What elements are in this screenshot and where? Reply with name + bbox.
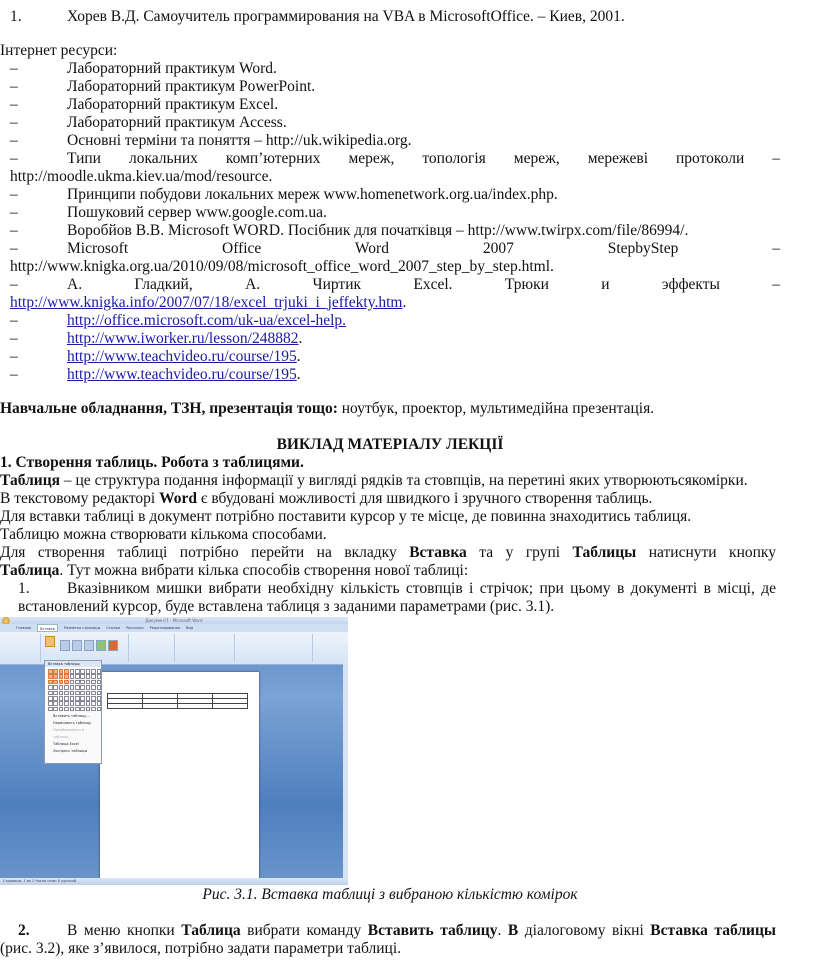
dash-bullet: –	[10, 60, 18, 77]
menu-header: Вставка таблицы	[45, 661, 101, 667]
resource-link[interactable]: http://www.teachvideo.ru/course/195	[67, 366, 297, 383]
item-text: Хорев В.Д. Самоучитель программирования на VBA в MicrosoftOffice. – Киев, 2001.	[67, 8, 625, 25]
grid-cell[interactable]	[70, 696, 75, 701]
ribbon-group	[312, 634, 348, 662]
grid-cell[interactable]	[97, 707, 102, 712]
grid-cell[interactable]	[86, 696, 91, 701]
text: В меню кнопки	[67, 922, 182, 939]
grid-cell[interactable]	[64, 696, 69, 701]
text: В текстовому редакторі	[0, 490, 160, 507]
grid-cell[interactable]	[48, 691, 53, 696]
text: та у групі	[466, 544, 573, 561]
grid-cell[interactable]	[53, 685, 58, 690]
equipment-text: ноутбук, проектор, мультимедійна презентація.	[337, 400, 655, 417]
grid-cell[interactable]	[70, 680, 75, 685]
grid-cell[interactable]	[97, 685, 102, 690]
menu-item[interactable]: Преобразовать в таблицу...	[53, 728, 85, 740]
step-1-cont: встановлений курсор, буде вставлена таблиця з заданими параметрами (рис. 3.1).	[18, 598, 555, 615]
resource-text: Лабораторний практикум Excel.	[67, 96, 279, 113]
status-bar: Страница: 1 из 1 Число слов: 0 русский	[0, 878, 348, 885]
grid-cell[interactable]	[80, 685, 85, 690]
grid-cell[interactable]	[53, 669, 58, 674]
ribbon-tab[interactable]: Рассылки	[126, 626, 144, 630]
grid-cell[interactable]	[59, 685, 64, 690]
ribbon-tab[interactable]: Разметка страницы	[63, 626, 101, 630]
grid-cell[interactable]	[53, 696, 58, 701]
grid-cell[interactable]	[80, 674, 85, 679]
paragraph-create-cont	[0, 562, 790, 580]
resource-link-line[interactable]	[67, 330, 790, 348]
grid-cell[interactable]	[48, 680, 53, 685]
dash-bullet: –	[10, 312, 18, 329]
grid-cell[interactable]	[75, 691, 80, 696]
grid-cell[interactable]	[75, 674, 80, 679]
step-number: 2.	[18, 922, 30, 939]
text: вибрати команду	[240, 922, 368, 939]
grid-cell[interactable]	[64, 691, 69, 696]
text: Для створення таблиці потрібно перейти на вкладку	[0, 544, 410, 561]
term: Таблица	[0, 562, 60, 579]
grid-cell[interactable]	[91, 669, 96, 674]
grid-cell[interactable]	[86, 685, 91, 690]
section-heading: 1. Створення таблиць. Робота з таблицями.	[0, 454, 304, 471]
text: діалоговому вікні	[518, 922, 651, 939]
grid-cell[interactable]	[75, 701, 80, 706]
ribbon-group	[174, 634, 235, 662]
grid-cell[interactable]	[86, 669, 91, 674]
grid-cell[interactable]	[75, 669, 80, 674]
resource-link[interactable]: http://www.iworker.ru/lesson/248882	[67, 330, 299, 347]
ribbon-group	[0, 634, 41, 662]
grid-cell[interactable]	[70, 691, 75, 696]
paragraph-create	[0, 544, 776, 562]
resource-text-cont: http://www.knigka.org.ua/2010/09/08/microsoft_office_word_2007_step_by_step.html.	[10, 258, 554, 275]
paragraph-table-definition	[0, 472, 790, 490]
resource-text: Типи локальних комп’ютерних мереж, топологія мереж, мережеві протоколи –	[67, 150, 780, 167]
term: Вставка	[409, 544, 467, 561]
resource-text: А. Гладкий, А. Чиртик Excel. Трюки и эффекты –	[67, 276, 780, 293]
text: – це структура подання інформації у вигляді рядків та стовпців, на перетині яких утворюютьсякомірки.	[60, 472, 748, 489]
dash-bullet: –	[10, 78, 18, 95]
ribbon-group	[234, 634, 313, 662]
table-size-grid[interactable]	[48, 669, 98, 711]
resource-text-cont[interactable]	[10, 294, 800, 312]
ribbon-tabs	[0, 624, 348, 632]
term: Таблицы	[572, 544, 637, 561]
grid-cell[interactable]	[97, 696, 102, 701]
grid-cell[interactable]	[97, 691, 102, 696]
term: В	[507, 922, 519, 939]
resource-text: Лабораторний практикум Word.	[67, 60, 277, 77]
menu-items	[45, 713, 101, 755]
lecture-title: ВИКЛАД МАТЕРІАЛУ ЛЕКЦІЇ	[276, 436, 504, 453]
dash-bullet: –	[10, 276, 18, 293]
dash-bullet: –	[10, 348, 18, 365]
step-number: 1.	[18, 580, 30, 597]
insert-table-menu	[44, 660, 102, 764]
grid-cell[interactable]	[64, 674, 69, 679]
term: Word	[159, 490, 197, 507]
grid-cell[interactable]	[48, 707, 53, 712]
step-text	[67, 922, 776, 940]
grid-cell[interactable]	[75, 685, 80, 690]
grid-cell[interactable]	[91, 696, 96, 701]
term: Вставка таблицы	[650, 922, 777, 939]
grid-cell[interactable]	[64, 669, 69, 674]
dash-bullet: –	[10, 96, 18, 113]
ribbon-tab[interactable]: Рецензирование	[149, 626, 181, 630]
grid-cell[interactable]	[97, 669, 102, 674]
ribbon-group	[40, 634, 129, 662]
grid-cell[interactable]	[48, 669, 53, 674]
text: .	[497, 922, 508, 939]
ribbon-tab[interactable]: Вставка	[37, 624, 58, 632]
grid-cell[interactable]	[75, 680, 80, 685]
resource-text-cont: http://moodle.ukma.kiev.ua/mod/resource.	[10, 168, 273, 185]
punctuation: .	[296, 348, 301, 365]
grid-cell[interactable]	[59, 701, 64, 706]
grid-cell[interactable]	[53, 680, 58, 685]
grid-cell[interactable]	[97, 701, 102, 706]
grid-cell[interactable]	[75, 696, 80, 701]
grid-cell[interactable]	[80, 680, 85, 685]
grid-cell[interactable]	[53, 701, 58, 706]
grid-cell[interactable]	[97, 674, 102, 679]
term: Таблица	[181, 922, 241, 939]
grid-cell[interactable]	[48, 701, 53, 706]
grid-cell[interactable]	[70, 674, 75, 679]
picture-icon	[60, 640, 70, 651]
grid-cell[interactable]	[64, 680, 69, 685]
clip-icon	[72, 640, 82, 651]
internet-heading: Інтернет ресурси:	[0, 42, 118, 59]
dash-bullet: –	[10, 366, 18, 383]
grid-cell[interactable]	[53, 707, 58, 712]
grid-cell[interactable]	[80, 696, 85, 701]
resource-link[interactable]: http://www.knigka.info/2007/07/18/excel_trjuki_i_jeffekty.htm	[10, 294, 403, 311]
dash-bullet: –	[10, 330, 18, 347]
grid-cell[interactable]	[86, 691, 91, 696]
resource-link-line[interactable]	[67, 312, 790, 330]
resource-text: Лабораторний практикум PowerPoint.	[67, 78, 316, 95]
resource-text: Лабораторний практикум Access.	[67, 114, 287, 131]
word-screenshot-figure	[0, 617, 348, 885]
grid-cell[interactable]	[70, 707, 75, 712]
grid-cell[interactable]	[53, 674, 58, 679]
figure-caption: Рис. 3.1. Вставка таблиці з вибраною кількістю комірок	[202, 886, 578, 903]
equipment-line	[0, 400, 790, 418]
resource-text: Принципи побудови локальних мереж www.homenetwork.org.ua/index.php.	[67, 186, 558, 203]
scrollbar[interactable]	[343, 664, 348, 878]
grid-cell[interactable]	[64, 701, 69, 706]
menu-item[interactable]: Вставить таблицу...	[53, 714, 90, 719]
grid-cell[interactable]	[59, 669, 64, 674]
dash-bullet: –	[10, 204, 18, 221]
text: є вбудовані можливості для швидкого і зручного створення таблиць.	[197, 490, 653, 507]
grid-cell[interactable]	[64, 707, 69, 712]
resource-link[interactable]: http://office.microsoft.com/uk-ua/excel-help.	[67, 312, 347, 329]
grid-cell[interactable]	[70, 669, 75, 674]
dash-bullet: –	[10, 114, 18, 131]
resource-link-line[interactable]	[67, 348, 790, 366]
grid-cell[interactable]	[91, 701, 96, 706]
grid-cell[interactable]	[91, 685, 96, 690]
term: Вставить таблицу	[367, 922, 498, 939]
grid-cell[interactable]	[80, 707, 85, 712]
text: . Тут можна вибрати кілька способів створення нової таблиці:	[59, 562, 469, 579]
ribbon-tab[interactable]: Ссылки	[106, 626, 121, 630]
grid-cell[interactable]	[59, 707, 64, 712]
grid-cell[interactable]	[48, 674, 53, 679]
resource-text: Пошуковий сервер www.google.com.ua.	[67, 204, 327, 221]
grid-cell[interactable]	[48, 696, 53, 701]
shapes-icon	[84, 640, 94, 651]
paragraph-word	[0, 490, 790, 508]
grid-cell[interactable]	[91, 691, 96, 696]
dash-bullet: –	[10, 222, 18, 239]
ribbon-tab[interactable]: Главная	[16, 626, 32, 630]
grid-cell[interactable]	[86, 701, 91, 706]
grid-cell[interactable]	[75, 707, 80, 712]
grid-cell[interactable]	[86, 674, 91, 679]
text: натиснути кнопку	[636, 544, 776, 561]
grid-cell[interactable]	[70, 701, 75, 706]
grid-cell[interactable]	[86, 680, 91, 685]
grid-cell[interactable]	[80, 691, 85, 696]
grid-cell[interactable]	[70, 685, 75, 690]
inserted-table	[107, 693, 248, 709]
menu-item[interactable]: Таблица Excel	[53, 742, 79, 747]
grid-cell[interactable]	[80, 669, 85, 674]
step-2-cont: (рис. 3.2), яке з’явилося, потрібно задати параметри таблиці.	[0, 940, 402, 957]
grid-cell[interactable]	[91, 674, 96, 679]
grid-cell[interactable]	[97, 680, 102, 685]
grid-cell[interactable]	[64, 685, 69, 690]
grid-cell[interactable]	[48, 685, 53, 690]
window-title: Документ1 - Microsoft Word	[0, 617, 348, 624]
grid-cell[interactable]	[59, 674, 64, 679]
menu-item[interactable]: Нарисовать таблицу	[53, 721, 92, 726]
paragraph-insert: Для вставки таблиці в документ потрібно поставити курсор у те місце, де повинна знаходитись таблиця.	[0, 508, 692, 525]
resource-text: Воробйов В.В. Microsoft WORD. Посібник для початківця – http://www.twirpx.com/file/86994/.	[67, 222, 689, 239]
item-number: 1.	[10, 8, 22, 25]
punctuation: .	[402, 294, 407, 311]
grid-cell[interactable]	[80, 701, 85, 706]
ribbon-group	[128, 634, 175, 662]
grid-cell[interactable]	[59, 680, 64, 685]
document-page	[100, 672, 259, 885]
resource-link[interactable]: http://www.teachvideo.ru/course/195	[67, 348, 297, 365]
punctuation: .	[298, 330, 303, 347]
grid-cell[interactable]	[53, 691, 58, 696]
paragraph-methods: Таблицю можна створювати кількома способами.	[0, 526, 327, 543]
grid-cell[interactable]	[91, 680, 96, 685]
grid-cell[interactable]	[86, 707, 91, 712]
punctuation: .	[296, 366, 301, 383]
table-button-icon	[45, 636, 55, 647]
chart-icon	[108, 640, 118, 651]
resource-text: Основні терміни та поняття – http://uk.wikipedia.org.	[67, 132, 412, 149]
ribbon-tab[interactable]: Вид	[186, 626, 194, 630]
term: Таблиця	[0, 472, 61, 489]
dash-bullet: –	[10, 186, 18, 203]
resource-link-line[interactable]	[67, 366, 790, 384]
dash-bullet: –	[10, 150, 18, 167]
dash-bullet: –	[10, 240, 18, 257]
grid-cell[interactable]	[59, 691, 64, 696]
smartart-icon	[96, 640, 106, 651]
grid-cell[interactable]	[59, 696, 64, 701]
equipment-label: Навчальне обладнання, ТЗН, презентація тощо:	[0, 400, 338, 417]
resource-text: Microsoft Office Word 2007 StepbyStep –	[67, 240, 780, 257]
step-text: Вказівником мишки вибрати необхідну кількість стовпців і стрічок; при цьому в документі в місці, де	[67, 580, 776, 597]
menu-item[interactable]: Экспресс-таблицы	[53, 749, 88, 754]
grid-cell[interactable]	[91, 707, 96, 712]
dash-bullet: –	[10, 132, 18, 149]
